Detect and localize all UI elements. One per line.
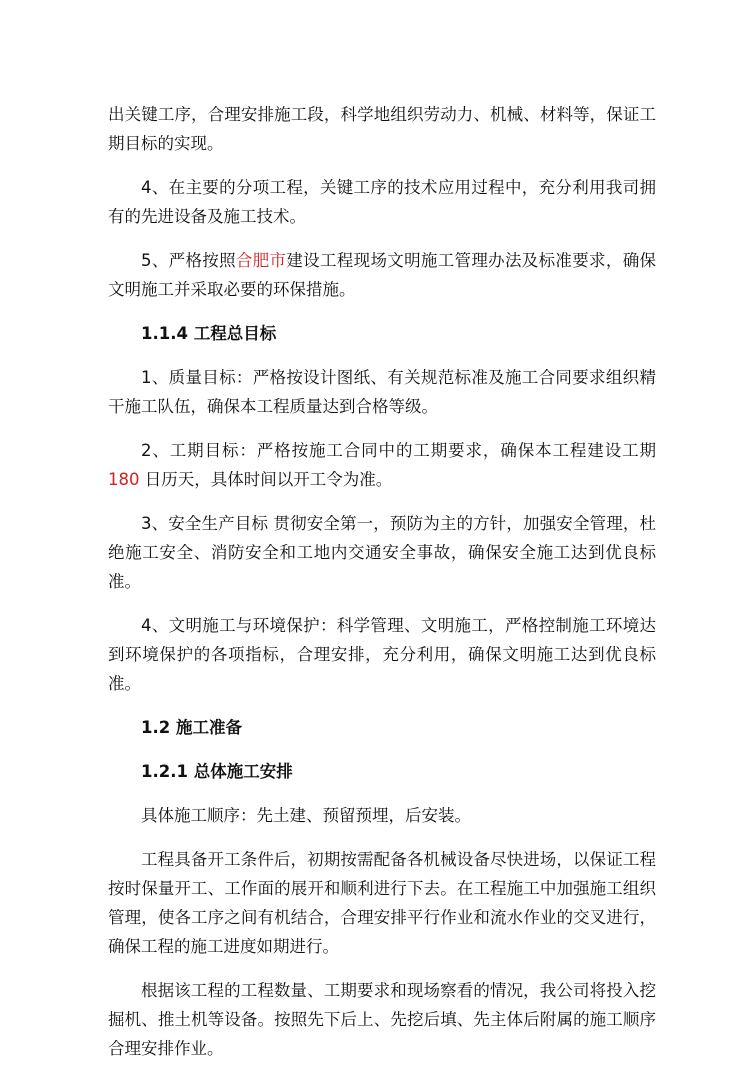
paragraph-continuation: 出关键工序，合理安排施工段，科学地组织劳动力、机械、材料等，保证工期目标的实现。 xyxy=(108,105,656,153)
paragraph-text: 2、工期目标：严格按施工合同中的工期要求，确保本工程建设工期 xyxy=(141,441,656,460)
paragraph-quality-goal: 1、质量目标：严格按设计图纸、有关规范标准及施工合同要求组织精干施工队伍，确保本工程质量达到合格等级。 xyxy=(108,368,656,416)
paragraph-safety-goal: 3、安全生产目标 贯彻安全第一，预防为主的方针，加强安全管理，杜绝施工安全、消防安全和工地内交通安全事故，确保安全施工达到优良标准。 xyxy=(108,514,656,591)
paragraph-text: 日历天，具体时间以开工令为准。 xyxy=(139,470,393,489)
paragraph-item-5-civilized-construction xyxy=(108,246,656,304)
section-heading-1-2-1: 1.2.1 总体施工安排 xyxy=(141,762,293,781)
paragraph-item-4-technology: 4、在主要的分项工程，关键工序的技术应用过程中，充分利用我司拥有的先进设备及施工技术。 xyxy=(108,178,656,226)
paragraph-mobilization: 工程具备开工条件后，初期按需配备各机械设备尽快进场，以保证工程按时保量开工、工作面的展开和顺利进行下去。在工程施工中加强施工组织管理，使各工序之间有机结合，合理安排平行作业和流水作业的交叉进行，确保工程的施工进度如期进行。 xyxy=(108,850,656,956)
paragraph-schedule-goal xyxy=(108,436,656,494)
paragraph-equipment-plan: 根据该工程的工程数量、工期要求和现场察看的情况，我公司将投入挖掘机、推土机等设备。按照先下后上、先挖后填、先主体后附属的施工顺序合理安排作业。 xyxy=(108,981,656,1058)
paragraph-text: 5、严格按照 xyxy=(141,251,236,270)
section-heading-1-1-4: 1.1.4 工程总目标 xyxy=(141,324,277,343)
highlight-city-name: 合肥市 xyxy=(235,251,287,270)
paragraph-construction-sequence: 具体施工顺序：先土建、预留预埋，后安装。 xyxy=(141,806,471,825)
highlight-duration-days: 180 xyxy=(108,470,140,489)
document-body xyxy=(108,100,656,1078)
paragraph-environment-goal: 4、文明施工与环境保护：科学管理、文明施工，严格控制施工环境达到环境保护的各项指标，合理安排，充分利用，确保文明施工达到优良标准。 xyxy=(108,616,656,693)
paragraph-text: 建设工程现场文明施工管理办法及标准要求，确保文明施工并采取必要的环保措施。 xyxy=(108,251,657,299)
section-heading-1-2: 1.2 施工准备 xyxy=(141,718,242,737)
